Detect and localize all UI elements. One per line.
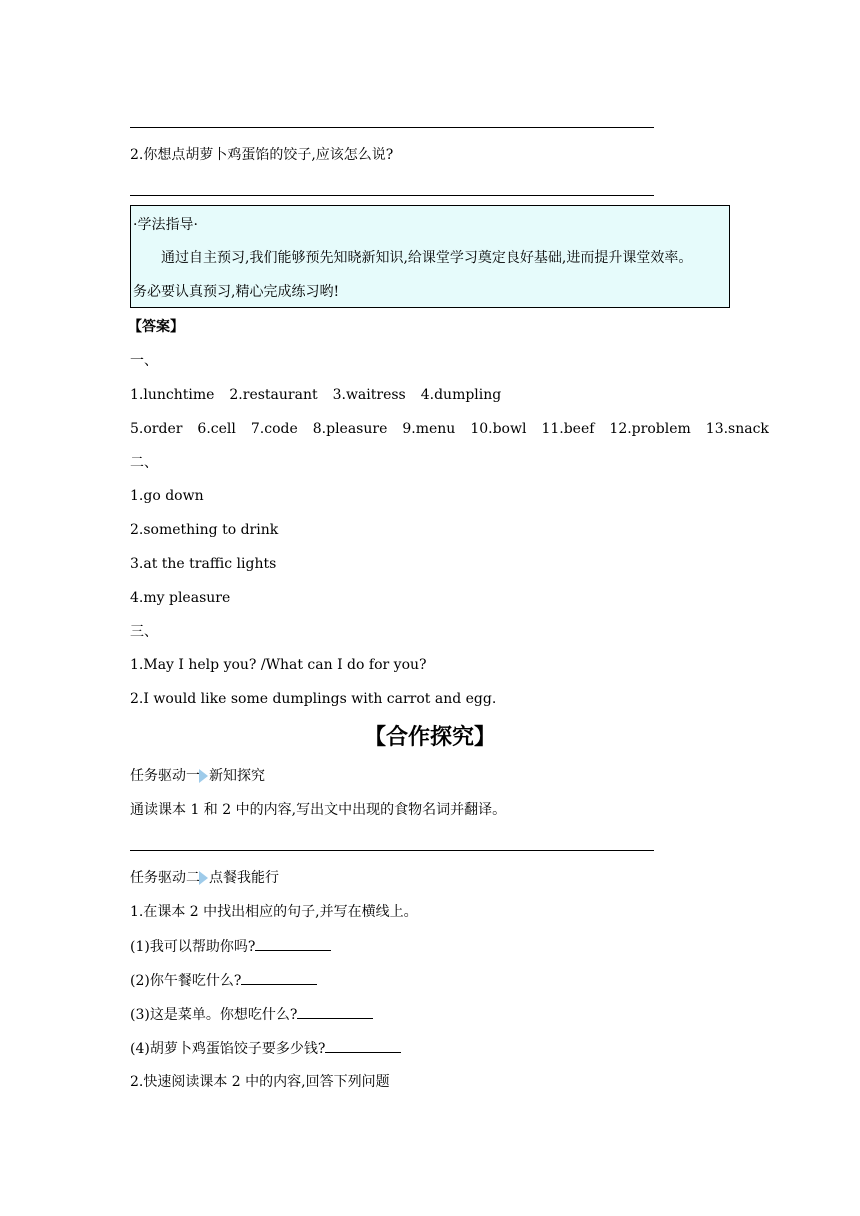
task-2-label-prefix: 任务驱动二 bbox=[130, 870, 200, 886]
answers-part1-label: 一、 bbox=[130, 353, 158, 369]
study-guide-text-1: 通过自主预习,我们能够预先知晓新知识,给课堂学习奠定良好基础,进而提升课堂效率。 bbox=[161, 250, 693, 266]
answer-word: 6.cell bbox=[197, 421, 236, 437]
task-1-instruction: 通读课本 1 和 2 中的内容,写出文中出现的食物名词并翻译。 bbox=[130, 802, 507, 818]
answer-word: 12.problem bbox=[609, 421, 691, 437]
task-2-question-1: 1.在课本 2 中找出相应的句子,并写在横线上。 bbox=[130, 904, 418, 920]
answers-part1-row1 bbox=[130, 386, 501, 404]
answer-word: 4.dumpling bbox=[420, 387, 502, 403]
task-2-subitem-text: (2)你午餐吃什么? bbox=[130, 973, 242, 989]
study-guide-box bbox=[130, 205, 730, 308]
answers-part3-label: 三、 bbox=[130, 624, 158, 640]
answers-part2-label: 二、 bbox=[130, 455, 158, 471]
task-2-subitem bbox=[130, 1005, 373, 1024]
answers-part2-item: 3.at the traffic lights bbox=[130, 556, 277, 572]
fill-blank[interactable] bbox=[325, 1039, 401, 1053]
answers-part1-row2 bbox=[130, 420, 769, 438]
answer-word: 1.lunchtime bbox=[130, 387, 215, 403]
study-guide-title: ·学法指导· bbox=[133, 217, 198, 233]
answer-word: 9.menu bbox=[402, 421, 456, 437]
fill-blank[interactable] bbox=[297, 1005, 373, 1019]
task-2-subitem-text: (4)胡萝卜鸡蛋馅饺子要多少钱? bbox=[130, 1041, 326, 1057]
answers-part2-item: 2.something to drink bbox=[130, 522, 279, 538]
study-guide-text-2: 务必要认真预习,精心完成练习哟! bbox=[133, 284, 340, 300]
task-1-label-prefix: 任务驱动一 bbox=[130, 768, 200, 784]
answer-word: 10.bowl bbox=[470, 421, 527, 437]
arrow-icon bbox=[199, 769, 208, 783]
answer-word: 8.pleasure bbox=[312, 421, 388, 437]
arrow-icon bbox=[199, 871, 208, 885]
fill-blank[interactable] bbox=[241, 971, 317, 985]
answers-part3-item: 2.I would like some dumplings with carrot and egg. bbox=[130, 691, 497, 707]
task-2-label-title: 点餐我能行 bbox=[209, 870, 279, 886]
answer-word: 7.code bbox=[250, 421, 298, 437]
answer-word: 5.order bbox=[130, 421, 183, 437]
answer-line-3[interactable] bbox=[130, 850, 654, 851]
answer-word: 11.beef bbox=[541, 421, 595, 437]
answers-part2-item: 1.go down bbox=[130, 488, 204, 504]
task-2-subitem bbox=[130, 1039, 401, 1058]
task-2-subitem-text: (1)我可以帮助你吗? bbox=[130, 939, 256, 955]
task-2-subitem bbox=[130, 937, 331, 956]
answers-part3-item: 1.May I help you? /What can I do for you? bbox=[130, 657, 427, 673]
task-2-subitem bbox=[130, 971, 317, 990]
fill-blank[interactable] bbox=[255, 937, 331, 951]
task-1-label-title: 新知探究 bbox=[209, 768, 265, 784]
question-2: 2.你想点胡萝卜鸡蛋馅的饺子,应该怎么说? bbox=[130, 147, 394, 163]
answer-line-2[interactable] bbox=[130, 195, 654, 196]
task-2-question-2: 2.快速阅读课本 2 中的内容,回答下列问题 bbox=[130, 1074, 390, 1090]
answer-word: 2.restaurant bbox=[229, 387, 318, 403]
answers-header: 【答案】 bbox=[128, 319, 184, 335]
answer-word: 13.snack bbox=[705, 421, 769, 437]
task-2-subitem-text: (3)这是菜单。你想吃什么? bbox=[130, 1007, 298, 1023]
answer-line-1[interactable] bbox=[130, 127, 654, 128]
task-2-label bbox=[130, 869, 279, 887]
section-heading: 【合作探究】 bbox=[363, 724, 496, 750]
task-1-label bbox=[130, 767, 265, 785]
answers-part2-item: 4.my pleasure bbox=[130, 590, 231, 606]
answer-word: 3.waitress bbox=[332, 387, 406, 403]
